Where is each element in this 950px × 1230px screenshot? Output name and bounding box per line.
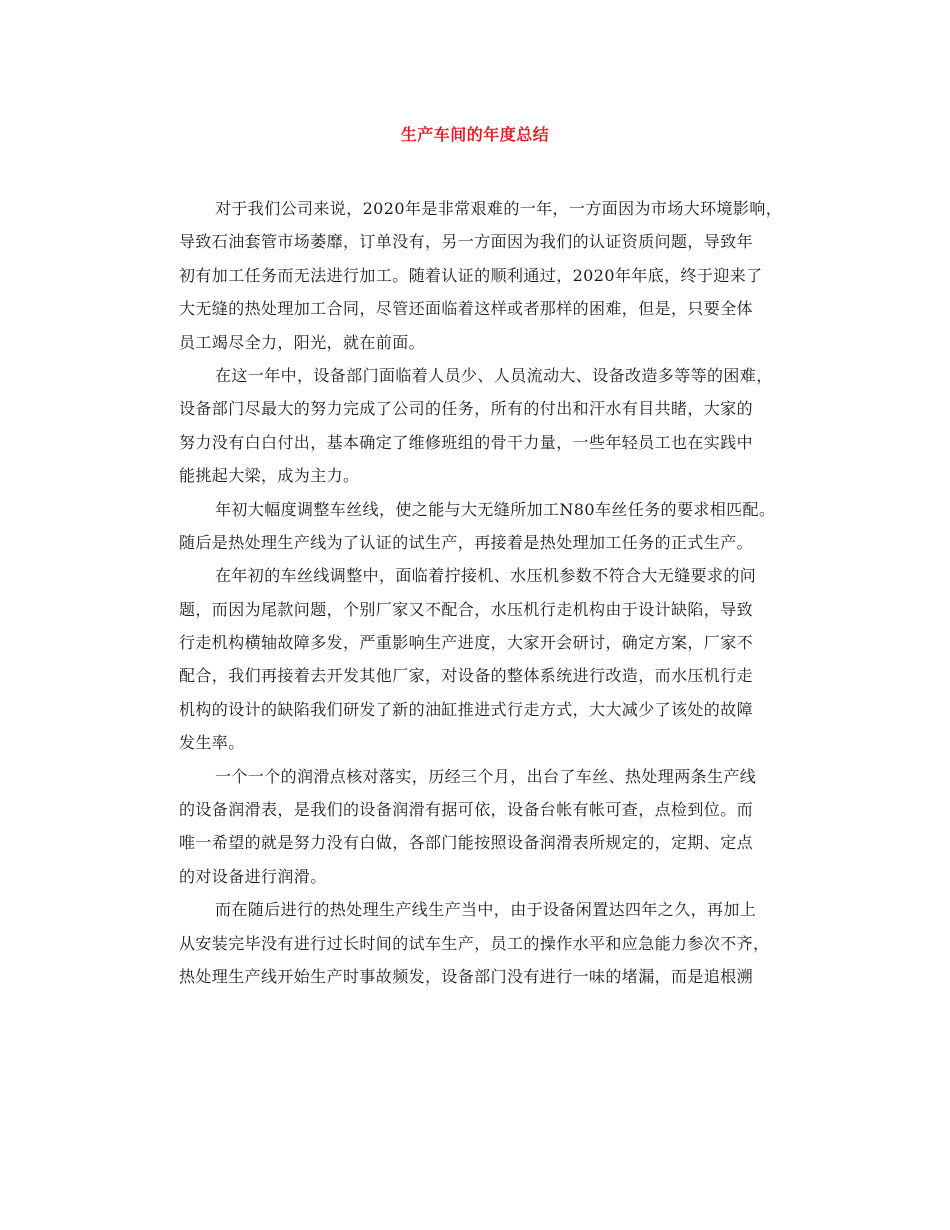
paragraph-line: 热处理生产线开始生产时事故频发，设备部门没有进行一味的堵漏，而是追根溯 bbox=[179, 966, 754, 986]
paragraph-line: 题，而因为尾款问题，个别厂家又不配合，水压机行走机构由于设计缺陷，导致 bbox=[179, 599, 754, 619]
paragraph-line: 而在随后进行的热处理生产线生产当中，由于设备闲置达四年之久，再加上 bbox=[215, 900, 757, 920]
paragraph-3 bbox=[143, 493, 807, 560]
paragraph-line: 机构的设计的缺陷我们研发了新的油缸推进式行走方式，大大减少了该处的故障 bbox=[179, 699, 754, 719]
paragraph-2 bbox=[143, 359, 807, 493]
paragraph-line: 在这一年中，设备部门面临着人员少、人员流动大、设备改造多等等的困难， bbox=[215, 365, 773, 385]
paragraph-line: 初有加工任务而无法进行加工。随着认证的顺利通过，2020年年底，终于迎来了 bbox=[179, 265, 763, 285]
paragraph-line: 设备部门尽最大的努力完成了公司的任务，所有的付出和汗水有目共睹，大家的 bbox=[179, 399, 754, 419]
paragraph-line: 年初大幅度调整车丝线，使之能与大无缝所加工N80车丝任务的要求相匹配。 bbox=[215, 499, 776, 519]
paragraph-line: 从安装完毕没有进行过长时间的试车生产，员工的操作水平和应急能力参次不齐， bbox=[179, 933, 770, 953]
paragraph-line: 的对设备进行润滑。 bbox=[179, 866, 327, 886]
paragraph-line: 员工竭尽全力，阳光，就在前面。 bbox=[179, 332, 426, 352]
paragraph-line: 唯一希望的就是努力没有白做，各部门能按照设备润滑表所规定的，定期、定点 bbox=[179, 833, 754, 853]
paragraph-6 bbox=[143, 893, 807, 993]
paragraph-line: 一个一个的润滑点核对落实，历经三个月，出台了车丝、热处理两条生产线 bbox=[215, 766, 757, 786]
paragraph-line: 努力没有白白付出，基本确定了维修班组的骨干力量，一些年轻员工也在实践中 bbox=[179, 432, 754, 452]
paragraph-4 bbox=[143, 559, 807, 759]
paragraph-line: 对于我们公司来说，2020年是非常艰难的一年，一方面因为市场大环境影响， bbox=[215, 199, 783, 218]
paragraph-line: 行走机构横轴故障多发，严重影响生产进度，大家开会研讨，确定方案，厂家不 bbox=[179, 633, 754, 653]
paragraph-line: 在年初的车丝线调整中，面临着拧接机、水压机参数不符合大无缝要求的问 bbox=[215, 566, 757, 586]
document-body bbox=[143, 192, 807, 993]
paragraph-line: 的设备润滑表，是我们的设备润滑有据可依，设备台帐有帐可查，点检到位。而 bbox=[179, 800, 754, 820]
paragraph-line: 大无缝的热处理加工合同，尽管还面临着这样或者那样的困难，但是，只要全体 bbox=[179, 299, 754, 319]
paragraph-line: 发生率。 bbox=[179, 733, 245, 753]
paragraph-5 bbox=[143, 760, 807, 894]
paragraph-line: 能挑起大梁，成为主力。 bbox=[179, 466, 360, 486]
document-title: 生产车间的年度总结 bbox=[400, 125, 550, 144]
paragraph-line: 随后是热处理生产线为了认证的试生产，再接着是热处理加工任务的正式生产。 bbox=[179, 532, 754, 552]
paragraph-1 bbox=[143, 192, 807, 359]
paragraph-line: 配合，我们再接着去开发其他厂家，对设备的整体系统进行改造，而水压机行走 bbox=[179, 666, 754, 686]
paragraph-line: 导致石油套管市场萎靡，订单没有，另一方面因为我们的认证资质问题，导致年 bbox=[179, 232, 754, 252]
